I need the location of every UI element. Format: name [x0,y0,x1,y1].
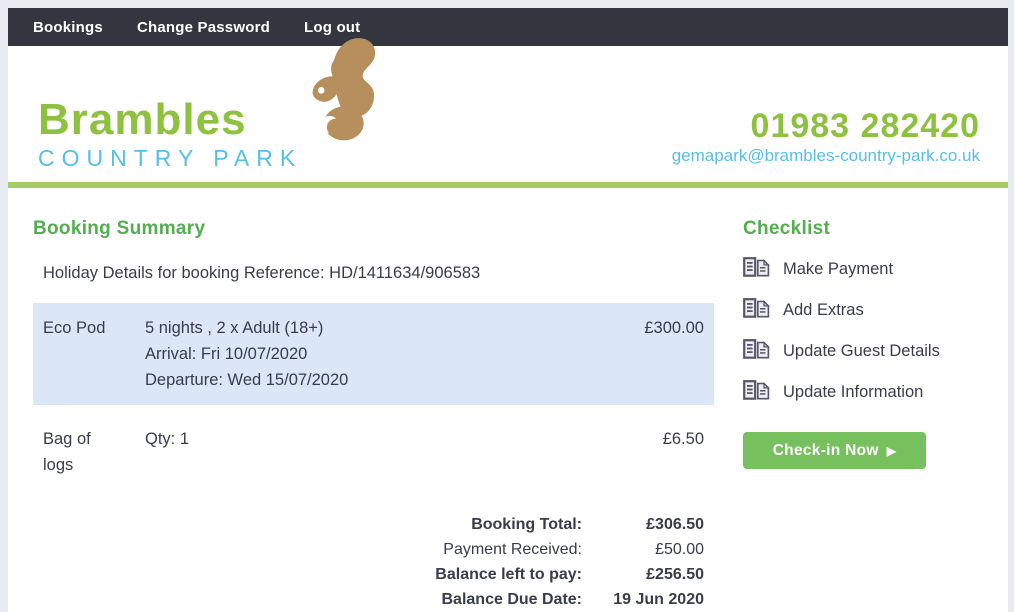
play-arrow-icon: ▶ [886,443,897,458]
booking-item-price: £300.00 [644,319,704,337]
booking-row-bag-of-logs [33,414,714,490]
booking-item-detail-line: 5 nights , 2 x Adult (18+) [145,319,324,337]
brand-subtitle: COUNTRY PARK [38,145,303,171]
checklist-item-update-information[interactable] [743,379,980,406]
nav-item-log-out[interactable]: Log out [303,18,361,36]
brand-text [38,97,302,172]
documents-icon [743,256,770,283]
main-content [8,188,1008,612]
total-label: Booking Total: [471,516,582,533]
total-row-booking-total [33,512,704,537]
checklist-title: Checklist [743,218,831,239]
total-row-payment-received [33,537,704,562]
header [8,46,1008,182]
total-value: 19 Jun 2020 [613,591,704,608]
phone-number: 01983 282420 [750,107,980,145]
checklist-item-label: Make Payment [783,260,894,278]
brand-name: Brambles [38,95,247,144]
booking-item-detail-line: Arrival: Fri 10/07/2020 [145,345,308,363]
squirrel-icon [308,33,376,148]
documents-icon [743,297,770,324]
documents-icon [743,338,770,365]
total-row-balance-left [33,562,704,587]
total-label: Balance left to pay: [435,566,582,583]
checklist-item-label: Update Guest Details [783,342,940,360]
brand-logo [38,33,376,172]
booking-totals [33,512,714,612]
page-card [8,8,1008,612]
checklist-item-label: Update Information [783,383,924,401]
checklist-item-make-payment[interactable] [743,256,980,283]
contact-block [672,108,980,172]
total-value: £50.00 [655,541,704,558]
checklist-item-label: Add Extras [783,301,864,319]
checklist-item-update-guest-details[interactable] [743,338,980,365]
total-value: £256.50 [646,566,704,583]
booking-item-details [145,426,609,478]
total-value: £306.50 [646,516,704,533]
nav-item-bookings[interactable]: Bookings [33,18,103,36]
nav-item-change-password[interactable]: Change Password [136,18,270,36]
checklist-section [743,188,980,612]
email-link[interactable]: gemapark@brambles-country-park.co.uk [671,146,980,165]
booking-summary-section [33,188,714,612]
documents-icon [743,379,770,406]
booking-row-eco-pod [33,303,714,405]
total-label: Balance Due Date: [441,591,582,608]
booking-summary-title: Booking Summary [33,218,206,239]
total-label: Payment Received: [443,541,582,558]
booking-item-name: Bag of logs [43,430,91,474]
booking-reference-line: Holiday Details for booking Reference: HD/1411634/906583 [43,264,481,282]
total-row-balance-due-date [33,587,704,612]
checklist-item-add-extras[interactable] [743,297,980,324]
booking-item-name: Eco Pod [43,319,106,337]
booking-item-detail-line: Departure: Wed 15/07/2020 [145,371,349,389]
booking-item-detail-line: Qty: 1 [145,430,190,448]
check-in-now-label: Check-in Now [772,441,879,459]
booking-item-details [145,315,609,393]
booking-item-price: £6.50 [662,430,704,448]
check-in-now-button[interactable] [743,432,926,469]
